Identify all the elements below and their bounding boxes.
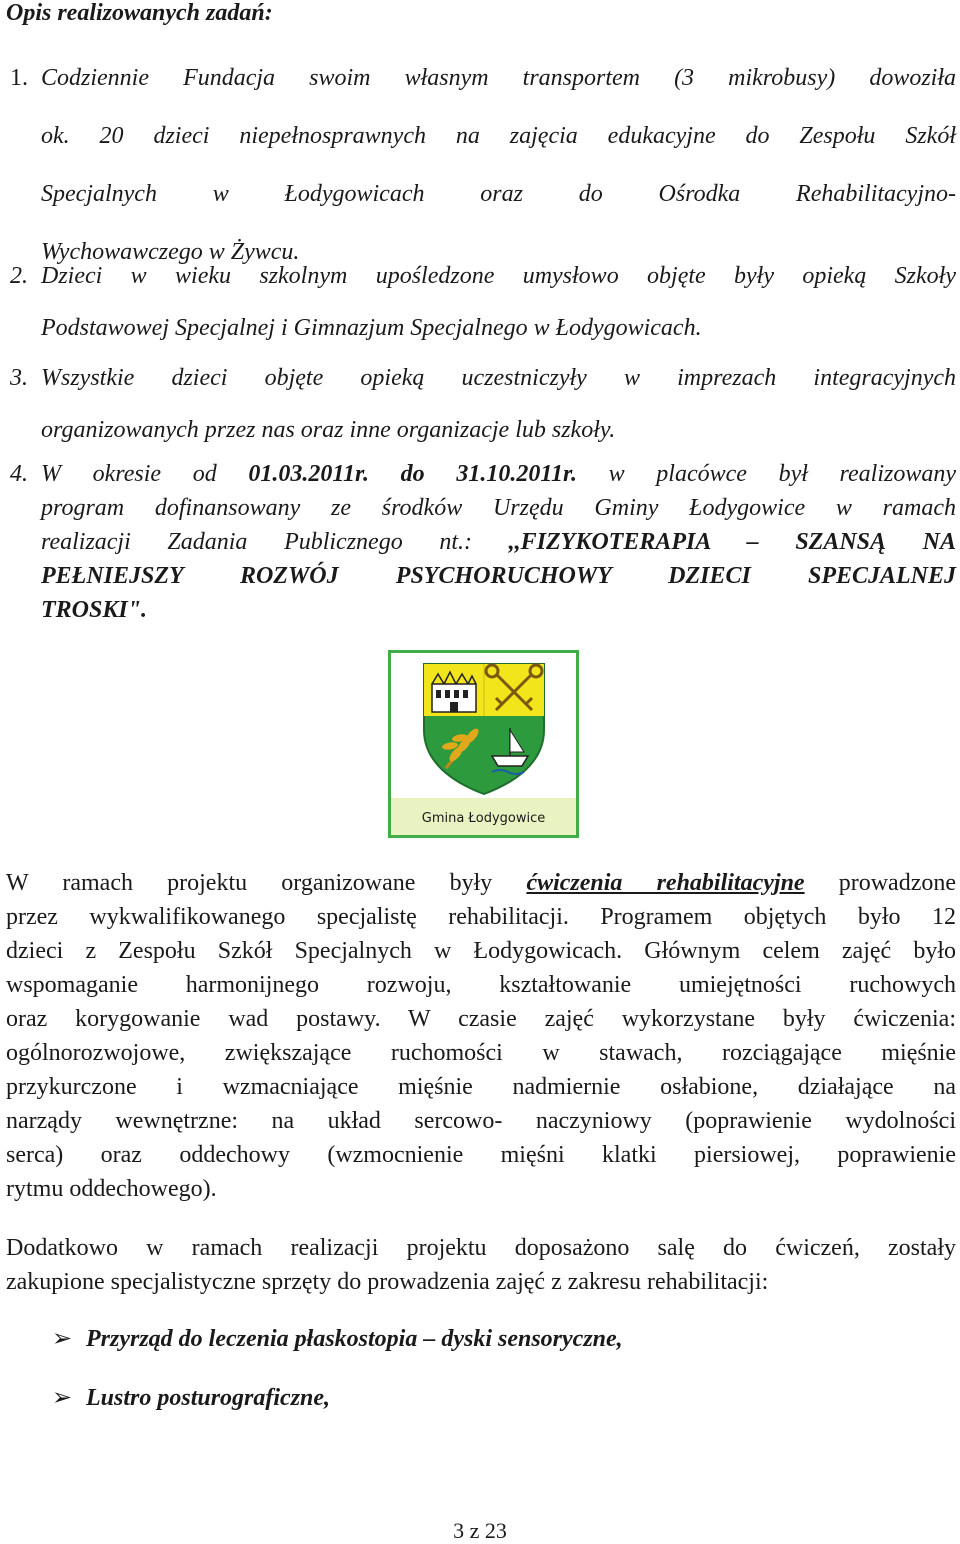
paragraph-line: narządy wewnętrzne: na układ sercowo- naczyniowy (poprawienie wydolności — [6, 1108, 956, 1134]
bullet-item — [52, 1324, 623, 1353]
period-prefix: W okresie od — [41, 461, 249, 487]
list-line: ok. 20 dzieci niepełnosprawnych na zajęcia edukacyjne do Zespołu Szkół — [41, 123, 956, 149]
task-title-end: TROSKI". — [41, 597, 148, 623]
arrow-bullet-icon: ➢ — [52, 1326, 73, 1352]
task-prefix: realizacji Zadania Publicznego nt.: — [41, 529, 509, 555]
logo-caption: Gmina Łodygowice — [421, 811, 546, 826]
list-line: Wychowawczego w Żywcu. — [41, 239, 300, 265]
bullet-item — [52, 1383, 330, 1412]
list-line: Specjalnych w Łodygowicach oraz do Ośrodka Rehabilitacyjno- — [41, 181, 956, 207]
paragraph-line: serca) oraz oddechowy (wzmocnienie mięśni klatki piersiowej, poprawienie — [6, 1142, 956, 1168]
list-line: organizowanych przez nas oraz inne organizacje lub szkoły. — [41, 417, 616, 443]
gmina-logo — [388, 650, 579, 838]
paragraph-line: dzieci z Zespołu Szkół Specjalnych w Łodygowicach. Głównym celem zajęć było — [6, 938, 956, 964]
coat-of-arms-icon — [388, 650, 579, 838]
list-line: program dofinansowany ze środków Urzędu Gminy Łodygowice w ramach — [41, 495, 956, 521]
list-number: 1. — [10, 65, 28, 91]
paragraph-text: prowadzone — [804, 870, 957, 896]
paragraph-line: przykurczone i wzmacniające mięśnie nadmiernie osłabione, działające na — [6, 1074, 956, 1100]
list-line: Dzieci w wieku szkolnym upośledzone umysłowo objęte były opieką Szkoły — [41, 263, 956, 289]
period-suffix: w placówce był realizowany — [577, 461, 956, 487]
paragraph-line: zakupione specjalistyczne sprzęty do prowadzenia zajęć z zakresu rehabilitacji: — [6, 1269, 769, 1295]
list-item-1 — [10, 49, 956, 281]
list-line: Codziennie Fundacja swoim własnym transportem (3 mikrobusy) dowoziła — [41, 65, 956, 91]
list-line: Wszystkie dzieci objęte opieką uczestniczyły w imprezach integracyjnych — [41, 365, 956, 391]
paragraph-text: W ramach projektu organizowane były — [6, 870, 527, 896]
paragraph-line: ogólnorozwojowe, zwiększające ruchomości w stawach, rozciągające mięśnie — [6, 1040, 956, 1066]
task-title-start: ,,FIZYKOTERAPIA – SZANSĄ NA — [508, 529, 956, 555]
bullet-text: Przyrząd do leczenia płaskostopia – dyski sensoryczne, — [86, 1326, 623, 1352]
arrow-bullet-icon: ➢ — [52, 1385, 73, 1411]
bullet-text: Lustro posturograficzne, — [86, 1385, 331, 1411]
paragraph-line — [6, 866, 956, 900]
list-item-4 — [10, 457, 956, 627]
list-line — [41, 457, 956, 491]
section-heading: Opis realizowanych zadań: — [6, 0, 273, 26]
paragraph-line: Dodatkowo w ramach realizacji projektu doposażono salę do ćwiczeń, zostały — [6, 1235, 956, 1261]
list-number: 3. — [10, 365, 28, 391]
list-number: 4. — [10, 461, 28, 487]
paragraph-line: oraz korygowanie wad postawy. W czasie zajęć wykorzystane były ćwiczenia: — [6, 1006, 956, 1032]
paragraph-exercises — [6, 866, 956, 1206]
paragraph-line: rytmu oddechowego). — [6, 1176, 217, 1202]
list-item-2 — [10, 250, 956, 354]
paragraph-line: wspomaganie harmonijnego rozwoju, kształtowanie umiejętności ruchowych — [6, 972, 956, 998]
underlined-term: ćwiczenia rehabilitacyjne — [526, 870, 805, 896]
task-title-line: PEŁNIEJSZY ROZWÓJ PSYCHORUCHOWY DZIECI SPECJALNEJ — [41, 563, 956, 589]
list-number: 2. — [10, 263, 28, 289]
paragraph-equipment — [6, 1231, 956, 1299]
page-number: 3 z 23 — [453, 1518, 507, 1543]
list-line: Podstawowej Specjalnej i Gimnazjum Specjalnego w Łodygowicach. — [41, 315, 702, 341]
list-item-3 — [10, 352, 956, 456]
list-line — [41, 525, 956, 559]
period-dates: 01.03.2011r. do 31.10.2011r. — [248, 461, 578, 487]
paragraph-line: przez wykwalifikowanego specjalistę rehabilitacji. Programem objętych było 12 — [6, 904, 956, 930]
